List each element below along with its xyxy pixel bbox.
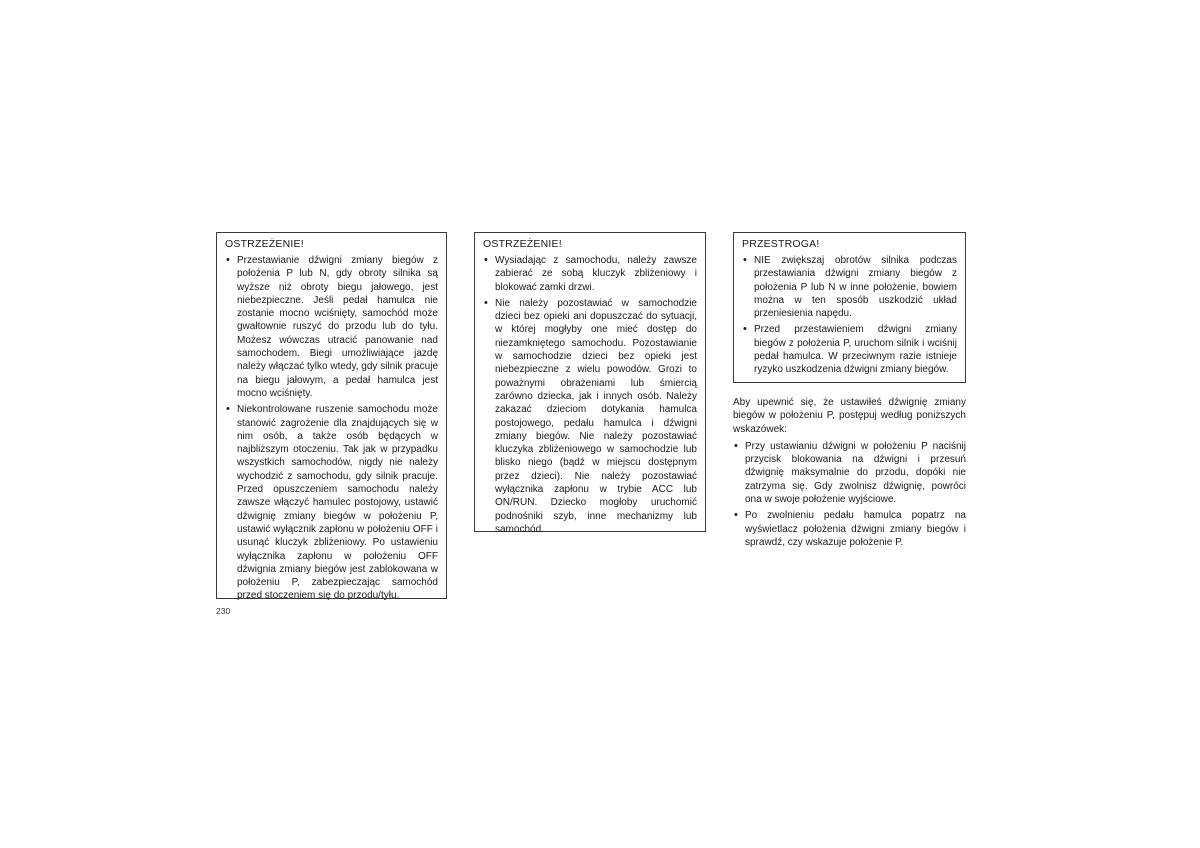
warning-list — [225, 254, 438, 603]
warning-item: • Wysiadając z samochodu, należy zawsze zabierać ze sobą kluczyk zbliżeniowy i blokować zamki drzwi. — [483, 254, 697, 294]
warning-title: OSTRZEŻENIE! — [225, 238, 304, 250]
intro-text: Aby upewnić się, że ustawiłeś dźwignię zmiany biegów w położeniu P, postępuj według poniższych wskazówek: — [733, 397, 966, 435]
warning-item: • Przestawianie dźwigni zmiany biegów z położenia P lub N, gdy obroty silnika są wyższe niż obroty biegu jałowego, jest niebezpieczne. Jeśli pedał hamulca nie zostanie mocno wciśnięty, samochód może gwałtownie ruszyć do przodu lub do tyłu. Możesz wówczas utracić panowanie nad samochodem. Biegi umożliwiające jazdę należy włączać tylko wtedy, gdy silnik pracuje na biegu jałowym, a pedał hamulca jest mocno wciśnięty. — [225, 254, 438, 400]
body-paragraph — [733, 396, 966, 552]
caution-item: • NIE zwiększaj obrotów silnika podczas przestawiania dźwigni zmiany biegów z położenia P lub N w inne położenie, bowiem można w ten sposób uszkodzić układ przeniesienia napędu. — [742, 254, 957, 320]
caution-box — [733, 232, 966, 383]
steps-list — [733, 440, 966, 549]
warning-title: OSTRZEŻENIE! — [483, 238, 562, 250]
warning-item: • Nie należy pozostawiać w samochodzie dzieci bez opieki ani dopuszczać do sytuacji, w której mogłyby one mieć dostęp do niezamkniętego samochodu. Pozostawianie w samochodzie dzieci bez opieki jest niebezpieczne z wielu powodów. Grozi to poważnymi obrażeniami lub śmiercią zarówno dziecka, jak i innych osób. Należy zakazać dzieciom dotykania hamulca postojowego, pedału hamulca i dźwigni zmiany biegów. Nie należy pozostawiać kluczyka zbliżeniowego w samochodzie lub blisko niego (bądź w miejscu dostępnym przez dzieci). Nie należy pozostawiać wyłącznika zapłonu w trybie ACC lub ON/RUN. Dziecko mogłoby uruchomić podnośniki szyb, inne mechanizmy lub samochód. — [483, 297, 697, 536]
caution-item: • Przed przestawieniem dźwigni zmiany biegów z położenia P, uruchom silnik i wciśnij pedał hamulca. W przeciwnym razie istnieje ryzyko uszkodzenia dźwigni zmiany biegów. — [742, 323, 957, 376]
step-item: • Przy ustawianiu dźwigni w położeniu P naciśnij przycisk blokowania na dźwigni i przesuń dźwignię maksymalnie do przodu, dopóki nie zatrzyma się. Gdy zwolnisz dźwignię, powróci ona w swoje położenie wyjściowe. — [733, 440, 966, 506]
step-item: • Po zwolnieniu pedału hamulca popatrz na wyświetlacz położenia dźwigni zmiany biegów i sprawdź, czy wskazuje położenie P. — [733, 509, 966, 549]
caution-list — [742, 254, 957, 377]
warning-box-middle — [474, 232, 706, 535]
caution-title: PRZESTROGA! — [742, 238, 820, 250]
warning-item: • Niekontrolowane ruszenie samochodu może stanowić zagrożenie dla znajdujących się w nim osób, a także osób będących w najbliższym otoczeniu. Tak jak w przypadku wszystkich samochodów, nigdy nie należy wychodzić z samochodu, gdy silnik pracuje. Przed opuszczeniem samochodu należy zawsze włączyć hamulec postojowy, ustawić dźwignię zmiany biegów w położeniu P, ustawić wyłącznik zapłonu w położeniu OFF i usunąć kluczyk zbliżeniowy. Po ustawieniu wyłącznika zapłonu w położeniu OFF dźwignia zmiany biegów jest zablokowana w położeniu P, zabezpieczając samochód przed stoczeniem się do przodu/tyłu. — [225, 403, 438, 602]
warning-list — [483, 254, 697, 536]
page-number: 230 — [216, 606, 231, 616]
warning-box-left — [216, 232, 447, 602]
